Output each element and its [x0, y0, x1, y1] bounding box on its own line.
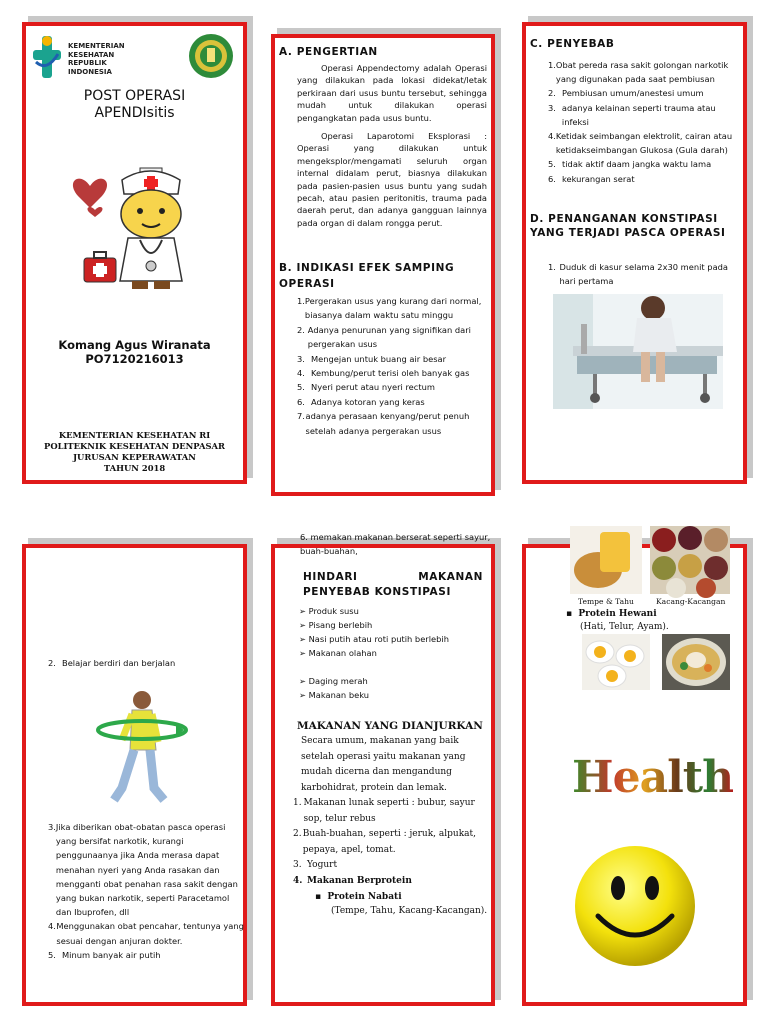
indikasi-list [297, 294, 489, 438]
list-item: 3. adanya kelainan seperti trauma atau infeksi [548, 102, 716, 127]
list-item: 5. Minum banyak air putih [48, 949, 161, 960]
author-block [26, 338, 243, 366]
overflow-list-item: 6. memakan makanan berserat seperti sayur, buah-buahan, [300, 532, 491, 556]
poltekkes-logo-icon [186, 32, 236, 80]
list-item: 2. Buah-buahan, seperti : jeruk, alpukat, pepaya, apel, tomat. [293, 829, 476, 855]
institution-line: KEMENTERIAN KESEHATAN RI [58, 430, 211, 440]
penyebab-list [548, 58, 744, 186]
list-item: ➢ Makanan beku [299, 690, 369, 700]
protein-nabati-label: Protein Nabati [327, 891, 402, 902]
title-line: APENDIsitis [94, 105, 175, 121]
logo-line: INDONESIA [68, 67, 112, 76]
list-item: ➢ Nasi putih atau roti putih berlebih [299, 634, 449, 644]
author-name: Komang Agus Wiranata [58, 338, 211, 352]
list-item: 4. Makanan Berprotein [293, 875, 412, 886]
list-item: 3. Yogurt [293, 860, 338, 871]
logo-line: REPUBLIK [68, 59, 107, 67]
list-item: 2. Pembiusan umum/anestesi umum [548, 88, 704, 99]
list-item: 5. Nyeri perut atau nyeri rectum [297, 382, 435, 393]
handling-list [48, 820, 246, 962]
recommended-list [293, 796, 489, 918]
logo-line: KEMENTERIAN [68, 42, 125, 50]
list-item: 4. Ketidak seimbangan elektrolit, cairan atau ketidakseimbangan Glukosa (Gula darah) [548, 131, 733, 156]
heading-indikasi [279, 260, 485, 292]
caption-tempe: Tempe & Tahu [578, 597, 634, 606]
list-item: 6. kekurangan serat [548, 173, 635, 184]
list-item: ➢ Makanan olahan [299, 648, 377, 658]
list-item: 4. Menggunakan obat pencahar, tentunya yang sesuai dengan anjuran dokter. [48, 921, 244, 946]
institution-line: POLITEKNIK KESEHATAN DENPASAR [44, 441, 225, 451]
heading-dianjurkan: MAKANAN YANG DIANJURKAN [297, 720, 483, 732]
recommended-intro: Secara umum, makanan yang baik setelah operasi yaitu makanan yang mudah dicerna dan mengandung karbohidrat, protein dan lemak. [301, 736, 466, 793]
list-item: 3. Mengejan untuk buang air besar [297, 353, 447, 364]
health-graphic [572, 752, 734, 812]
cover-title [26, 88, 243, 122]
avoid-list [299, 604, 489, 702]
list-item: 6. Adanya kotoran yang keras [297, 396, 425, 407]
heading-penanganan: D. PENANGANAN KONSTIPASI YANG TERJADI PASCA OPERASI [530, 213, 726, 239]
eggs-photo [582, 634, 650, 690]
definition-para-1: Operasi Appendectomy adalah Operasi yang dilakukan pada lokasi didekat/letak perkiraan dari usus buntu tersebut, sehingga mudah untuk dilakukan operasi pengangkatan pada usus buntu. [297, 63, 487, 123]
list-item: 5. tidak aktif daam jangka waktu lama [548, 159, 712, 170]
health-word: Health [572, 752, 734, 803]
protein-nabati: ▪ Protein Nabati (Tempe, Tahu, Kacang-Kacangan). [315, 891, 488, 917]
protein-hewani: ▪ Protein Hewani (Hati, Telur, Ayam). [566, 609, 669, 632]
list-item: ➢ Daging merah [299, 676, 368, 686]
institution-block [26, 430, 243, 474]
panel-causes [522, 22, 747, 484]
nurse-illustration [70, 166, 200, 291]
list-item: 2. Adanya penurunan yang signifikan dari pergerakan usus [297, 324, 471, 350]
ministry-logo-icon [32, 32, 64, 82]
list-item: ➢ Pisang berlebih [299, 620, 373, 630]
walking-man-illustration [92, 688, 192, 808]
panel-food [271, 544, 495, 1006]
panel-definition [271, 34, 495, 496]
list-item: 3. Jika diberikan obat-obatan pasca operasi yang bersifat narkotik, kurangi penggunaanya jika Anda merasa dapat menahan nyeri yang Anda rasakan dan mengganti obat penahan rasa sakit dengan yang bukan narkotik, seperti Paracetamol dan Ibuprofen, dll [48, 822, 238, 918]
list-item: 1. Obat pereda rasa sakit golongan narkotik yang digunakan pada saat pembiusan [548, 60, 729, 85]
smiley-face-icon [572, 842, 698, 970]
institution-line: TAHUN 2018 [103, 463, 166, 473]
caption-kacang: Kacang-Kacangan [656, 597, 726, 606]
list-item: 7. adanya perasaan kenyang/perut penuh setelah adanya pergerakan usus [297, 411, 470, 436]
list-item: 1. Duduk di kasur selama 2x30 menit pada hari pertama [548, 262, 729, 287]
list-item: 1. Pergerakan usus yang kurang dari normal, biasanya dalam waktu satu minggu [297, 296, 482, 321]
logo-line: KESEHATAN [68, 50, 115, 59]
institution-line: JURUSAN KEPERAWATAN [73, 452, 196, 462]
panel-handling [22, 544, 247, 1006]
patient-sitting-photo [553, 294, 723, 409]
author-nim: PO7120216013 [85, 352, 184, 366]
heading-indikasi-text: B. INDIKASI EFEK SAMPING OPERASI [279, 262, 455, 290]
chicken-soup-photo [662, 634, 730, 690]
list-item: 2. Belajar berdiri dan berjalan [48, 658, 176, 668]
list-item: 1. Makanan lunak seperti : bubur, sayur sop, telur rebus [293, 798, 475, 824]
heading-pengertian: A. PENGERTIAN [279, 46, 378, 58]
protein-hewani-desc: (Hati, Telur, Ayam). [580, 622, 669, 632]
tempe-tahu-photo [570, 526, 642, 594]
panel-cover [22, 22, 247, 484]
list-item: ➢ Produk susu [299, 606, 359, 616]
kacang-kacangan-photo [650, 526, 730, 594]
protein-hewani-label: Protein Hewani [578, 609, 657, 619]
title-line: POST OPERASI [83, 88, 186, 104]
heading-penyebab: C. PENYEBAB [530, 38, 615, 50]
protein-nabati-desc: (Tempe, Tahu, Kacang-Kacangan). [331, 906, 488, 917]
heading-hindari: HINDARI MAKANAN PENYEBAB KONSTIPASI [303, 571, 483, 598]
ministry-logo [32, 32, 142, 82]
list-item: 4. Kembung/perut terisi oleh banyak gas [297, 368, 470, 379]
definition-para-2: Operasi Laparotomi Eksplorasi : Operasi yang dilakukan untuk mengeksplor/mengamati seluruh organ internal didalam perut, biasnya dilakukan pada pasien-pasien usus buntu yang sudah pecah, atau pasien peritonitis, trauma pada daerah perut, dan adanya gangguan lainnya pada organ di dalam rongga perut. [297, 131, 487, 228]
